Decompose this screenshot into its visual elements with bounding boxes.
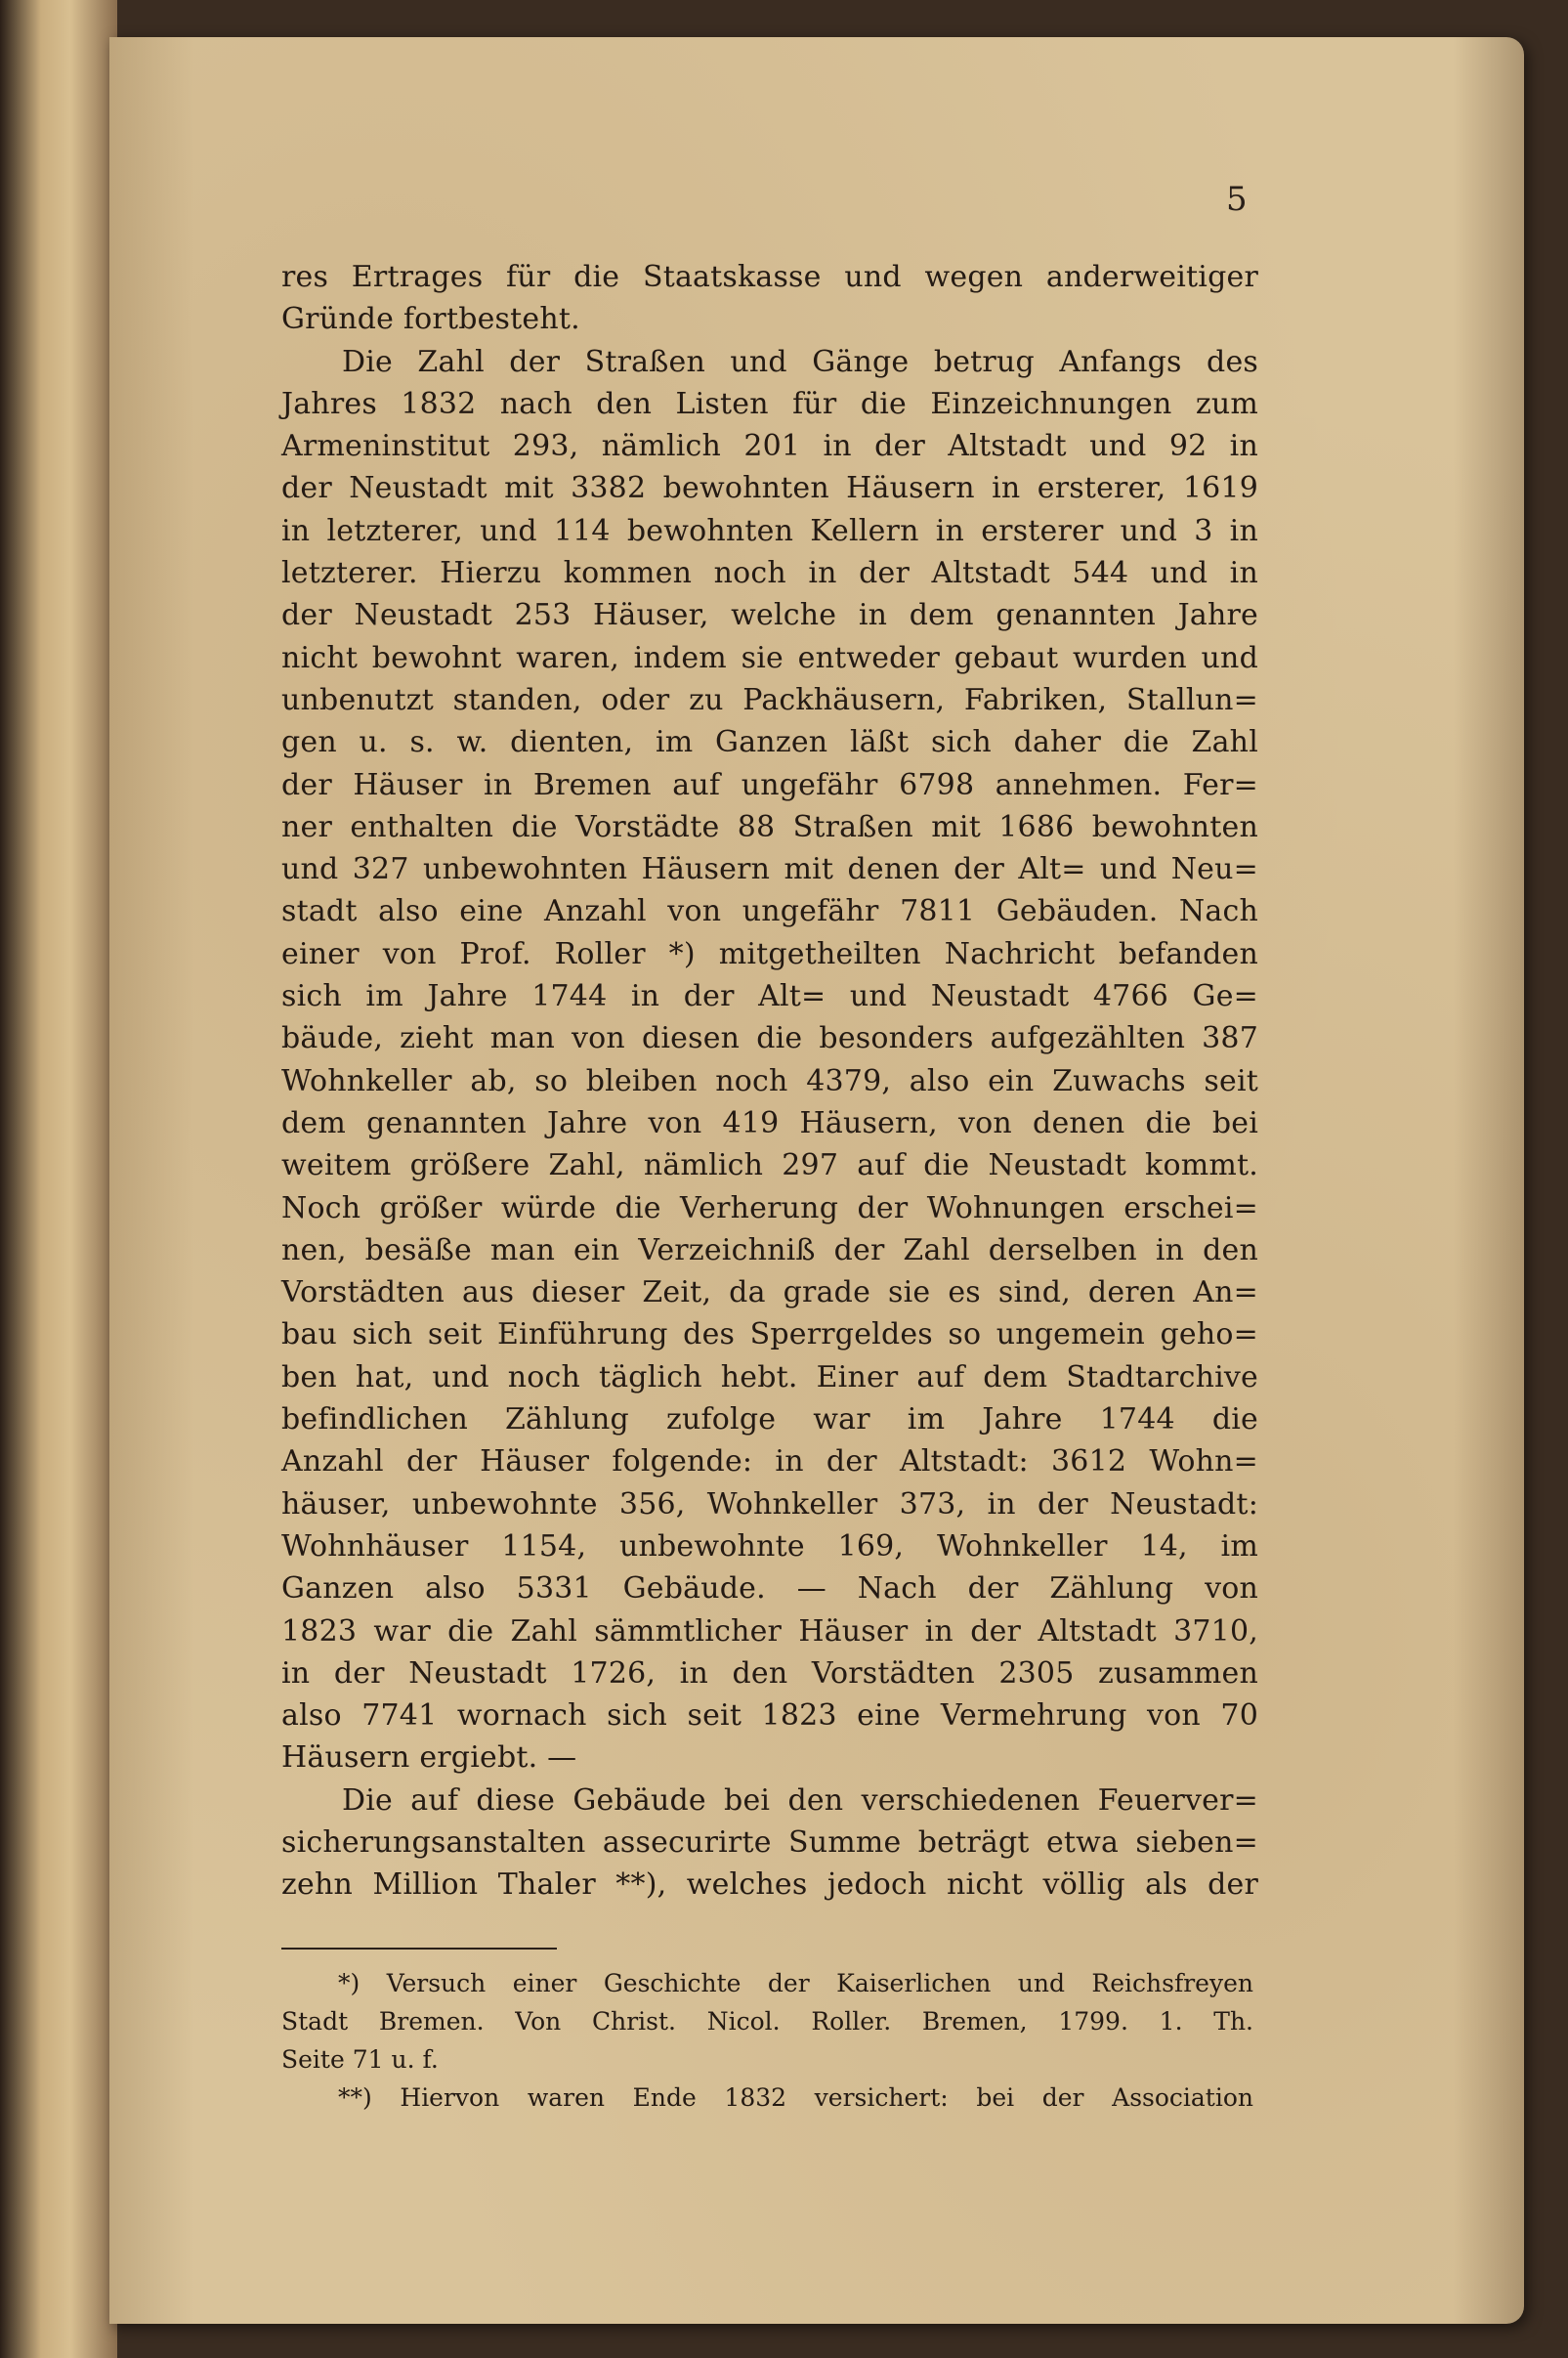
text-line: Noch größer würde die Verherung der Wohnungen erschei=: [281, 1190, 1258, 1225]
text-line: also 7741 wornach sich seit 1823 eine Vermehrung von 70: [281, 1698, 1258, 1734]
footnote-line: **) Hiervon waren Ende 1832 versichert: bei der Association: [338, 2083, 1253, 2112]
text-line: nicht bewohnt waren, indem sie entweder gebaut wurden und: [281, 640, 1258, 675]
text-line: sich im Jahre 1744 in der Alt= und Neustadt 4766 Ge=: [281, 979, 1258, 1014]
text-line: Ganzen also 5331 Gebäude. — Nach der Zählung von: [281, 1571, 1258, 1607]
text-line: zehn Million Thaler **), welches jedoch nicht völlig als der: [281, 1867, 1258, 1903]
footnotes: [281, 1964, 1253, 2117]
text-line: der Neustadt 253 Häuser, welche in dem genannten Jahre: [281, 598, 1258, 633]
footnote-line: Seite 71 u. f.: [281, 2045, 439, 2074]
text-line: Häusern ergiebt. —: [281, 1740, 577, 1776]
text-line: einer von Prof. Roller *) mitgetheilten Nachricht befanden: [281, 936, 1258, 971]
text-line: in letzterer, und 114 bewohnten Kellern in ersterer und 3 in: [281, 513, 1258, 548]
page-number: 5: [1226, 180, 1248, 219]
text-line: weitem größere Zahl, nämlich 297 auf die Neustadt kommt.: [281, 1148, 1258, 1183]
text-line: Armeninstitut 293, nämlich 201 in der Altstadt und 92 in: [281, 429, 1258, 464]
text-line: Die auf diese Gebäude bei den verschiedenen Feuerver=: [342, 1782, 1258, 1818]
text-line: bau sich seit Einführung des Sperrgeldes so ungemein geho=: [281, 1317, 1258, 1352]
text-line: Jahres 1832 nach den Listen für die Einzeichnungen zum: [281, 386, 1258, 421]
text-line: 1823 war die Zahl sämmtlicher Häuser in der Altstadt 3710,: [281, 1613, 1258, 1649]
text-line: unbenutzt standen, oder zu Packhäusern, Fabriken, Stallun=: [281, 682, 1258, 717]
text-line: sicherungsanstalten assecurirte Summe beträgt etwa sieben=: [281, 1824, 1258, 1860]
text-line: und 327 unbewohnten Häusern mit denen der Alt= und Neu=: [281, 852, 1258, 887]
text-line: der Neustadt mit 3382 bewohnten Häusern in ersterer, 1619: [281, 471, 1258, 506]
text-line: Vorstädten aus dieser Zeit, da grade sie es sind, deren An=: [281, 1275, 1258, 1310]
text-line: befindlichen Zählung zufolge war im Jahre 1744 die: [281, 1402, 1258, 1437]
text-line: der Häuser in Bremen auf ungefähr 6798 annehmen. Fer=: [281, 767, 1258, 802]
text-line: häuser, unbewohnte 356, Wohnkeller 373, in der Neustadt:: [281, 1486, 1258, 1522]
text-line: in der Neustadt 1726, in den Vorstädten 2305 zusammen: [281, 1655, 1258, 1691]
text-line: Die Zahl der Straßen und Gänge betrug Anfangs des: [342, 344, 1258, 379]
text-line: letzterer. Hierzu kommen noch in der Altstadt 544 und in: [281, 556, 1258, 591]
text-line: nen, besäße man ein Verzeichniß der Zahl derselben in den: [281, 1232, 1258, 1267]
text-line: bäude, zieht man von diesen die besonders aufgezählten 387: [281, 1021, 1258, 1056]
text-line: Anzahl der Häuser folgende: in der Altstadt: 3612 Wohn=: [281, 1444, 1258, 1479]
text-line: Wohnhäuser 1154, unbewohnte 169, Wohnkeller 14, im: [281, 1528, 1258, 1564]
adjacent-page-edge: [0, 0, 117, 2358]
text-line: Gründe fortbesteht.: [281, 302, 580, 337]
text-line: res Ertrages für die Staatskasse und wegen anderweitiger: [281, 260, 1258, 294]
text-line: dem genannten Jahre von 419 Häusern, von denen die bei: [281, 1105, 1258, 1140]
text-line: ben hat, und noch täglich hebt. Einer auf dem Stadtarchive: [281, 1359, 1258, 1394]
text-line: gen u. s. w. dienten, im Ganzen läßt sich daher die Zahl: [281, 725, 1258, 760]
footnote-line: Stadt Bremen. Von Christ. Nicol. Roller. Bremen, 1799. 1. Th.: [281, 2007, 1253, 2036]
text-line: ner enthalten die Vorstädte 88 Straßen mit 1686 bewohnten: [281, 809, 1258, 844]
footnote-line: *) Versuch einer Geschichte der Kaiserlichen und Reichsfreyen: [338, 1969, 1253, 1997]
text-line: stadt also eine Anzahl von ungefähr 7811 Gebäuden. Nach: [281, 894, 1258, 929]
text-line: Wohnkeller ab, so bleiben noch 4379, also ein Zuwachs seit: [281, 1063, 1258, 1098]
body-text: [281, 256, 1258, 1907]
footnote-separator: [281, 1948, 557, 1950]
